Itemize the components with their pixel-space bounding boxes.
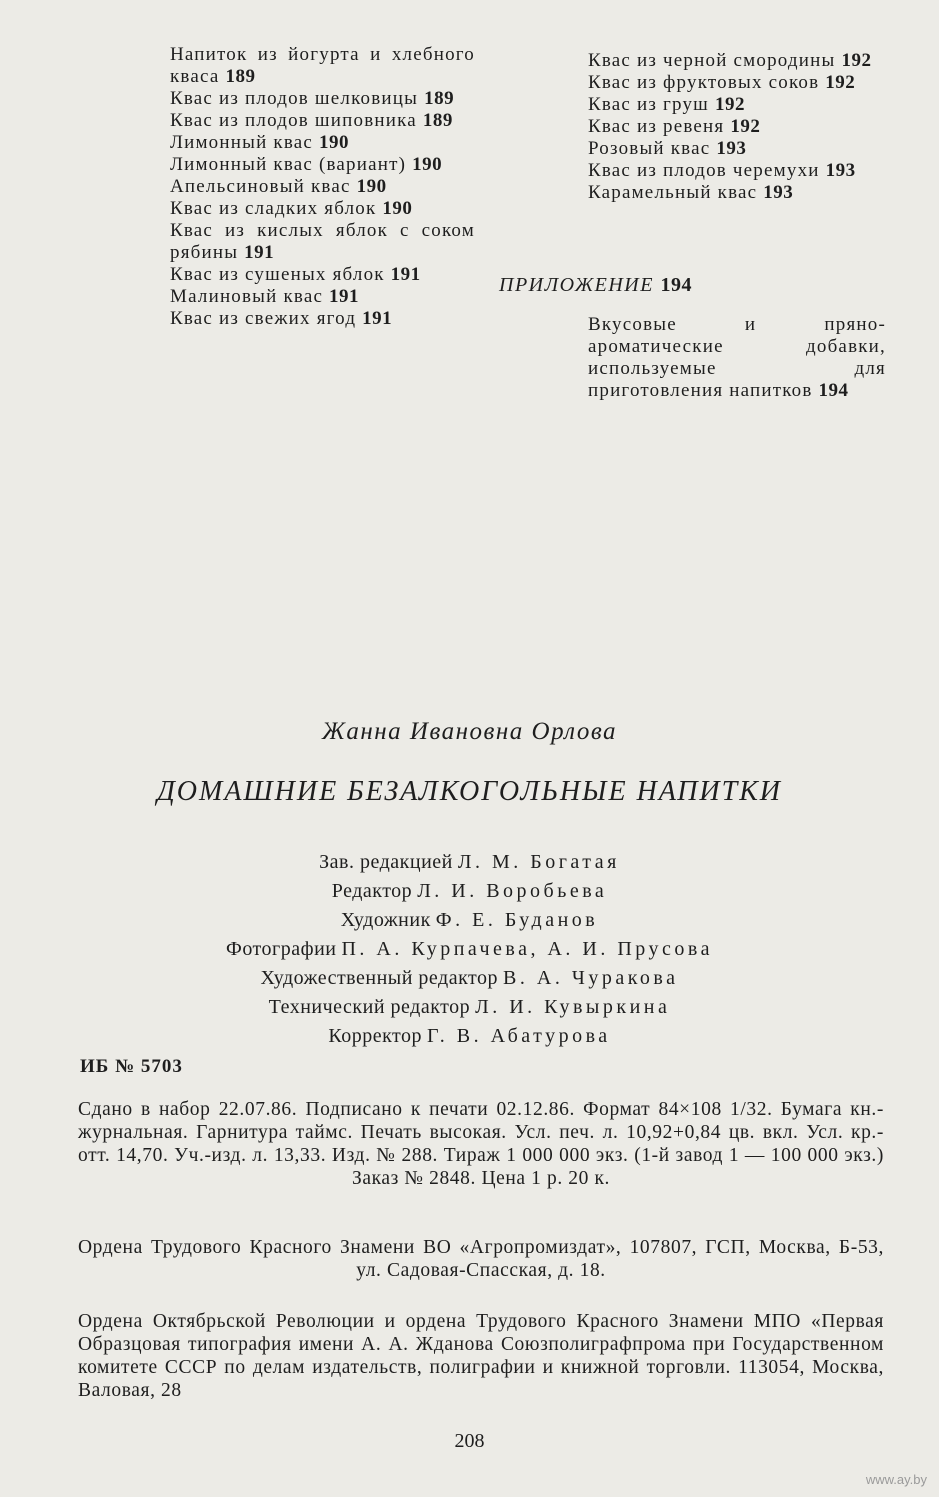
toc-entry: Квас из плодов шиповника 189	[170, 110, 453, 131]
toc-entry: Квас из сладких яблок 190	[170, 198, 413, 219]
toc-entry: Квас из сушеных яблок 191	[170, 264, 421, 285]
toc-page-number: 192	[714, 94, 745, 115]
toc-entry: Апельсиновый квас 190	[170, 176, 387, 197]
credit-line: Фотографии П. А. Курпачева, А. И. Прусова	[226, 938, 713, 960]
toc-page-number: 191	[362, 308, 393, 329]
toc-page-number: 194	[818, 380, 849, 401]
toc-page-number: 193	[716, 138, 747, 159]
toc-page-number: 189	[225, 66, 256, 87]
toc-appendix-heading: ПРИЛОЖЕНИЕ 194	[499, 274, 692, 296]
toc-page-number: 192	[730, 116, 761, 137]
book-author: Жанна Ивановна Орлова	[321, 718, 618, 745]
toc-page-number: 192	[841, 50, 872, 71]
toc-right-column	[588, 50, 888, 204]
toc-page-number: 189	[424, 88, 455, 109]
toc-left-column	[170, 44, 475, 330]
toc-page-number: 189	[422, 110, 453, 131]
toc-page-number: 194	[660, 274, 692, 296]
printer-info: Ордена Октябрьской Революции и ордена Трудового Красного Знамени МПО «Первая Образцовая типография имени А. А. Жданова Союзполиграфпрома при Государственном комитете СССР по делам издательств, полиграфии и книжной торговли. 113054, Москва, Валовая, 28	[78, 1311, 884, 1401]
credit-line: Редактор Л. И. Воробьева	[331, 880, 608, 902]
toc-page-number: 193	[825, 160, 856, 181]
credit-line: Корректор Г. В. Абатурова	[328, 1025, 611, 1047]
toc-entry: Квас из свежих ягод 191	[170, 308, 393, 329]
toc-page-number: 192	[825, 72, 856, 93]
toc-entry: Квас из груш 192	[588, 94, 745, 115]
toc-page-number: 190	[382, 198, 413, 219]
toc-page-number: 191	[329, 286, 360, 307]
toc-entry: Лимонный квас (вариант) 190	[170, 154, 443, 175]
credit-line: Художник Ф. Е. Буданов	[340, 909, 599, 931]
page-number: 208	[454, 1430, 485, 1452]
toc-entry: Карамельный квас 193	[588, 182, 794, 203]
toc-appendix-entry: Вкусовые и пряно-ароматические добавки, используемые для приготовления напитков 194	[588, 314, 886, 401]
toc-entry: Лимонный квас 190	[170, 132, 349, 153]
credit-line: Технический редактор Л. И. Кувыркина	[268, 996, 671, 1018]
print-details: Сдано в набор 22.07.86. Подписано к печати 02.12.86. Формат 84×108 1/32. Бумага кн.-журнальная. Гарнитура таймс. Печать высокая. Усл. печ. л. 10,92+0,84 цв. вкл. Усл. кр.-отт. 14,70. Уч.-изд. л. 13,33. Изд. № 288. Тираж 1 000 000 экз. (1-й завод 1 — 100 000 экз.) Заказ № 2848. Цена 1 р. 20 к.	[78, 1099, 884, 1189]
credit-line: Художественный редактор В. А. Чуракова	[260, 967, 679, 989]
toc-entry: Розовый квас 193	[588, 138, 747, 159]
toc-entry: Квас из плодов черемухи 193	[588, 160, 856, 181]
publisher-info: Ордена Трудового Красного Знамени ВО «Агропромиздат», 107807, ГСП, Москва, Б-53, ул. Садовая-Спасская, д. 18.	[78, 1237, 884, 1281]
toc-page-number: 190	[318, 132, 349, 153]
credits-list	[0, 848, 939, 1051]
watermark: www.ay.by	[865, 1472, 927, 1487]
credit-line: Зав. редакцией Л. М. Богатая	[319, 851, 620, 873]
toc-entry: Квас из черной смородины 192	[588, 50, 872, 71]
toc-entry: Квас из кислых яблок с соком рябины 191	[170, 220, 475, 263]
toc-page-number: 193	[763, 182, 794, 203]
toc-page-number: 190	[412, 154, 443, 175]
toc-page-number: 191	[390, 264, 421, 285]
toc-entry: Квас из плодов шелковицы 189	[170, 88, 455, 109]
ib-number: ИБ № 5703	[80, 1056, 183, 1077]
toc-entry: Квас из ревеня 192	[588, 116, 761, 137]
toc-entry: Малиновый квас 191	[170, 286, 360, 307]
toc-entry: Напиток из йогурта и хлебного кваса 189	[170, 44, 475, 87]
book-title: ДОМАШНИЕ БЕЗАЛКОГОЛЬНЫЕ НАПИТКИ	[156, 776, 783, 807]
toc-page-number: 190	[356, 176, 387, 197]
toc-page-number: 191	[244, 242, 275, 263]
toc-entry: Квас из фруктовых соков 192	[588, 72, 856, 93]
